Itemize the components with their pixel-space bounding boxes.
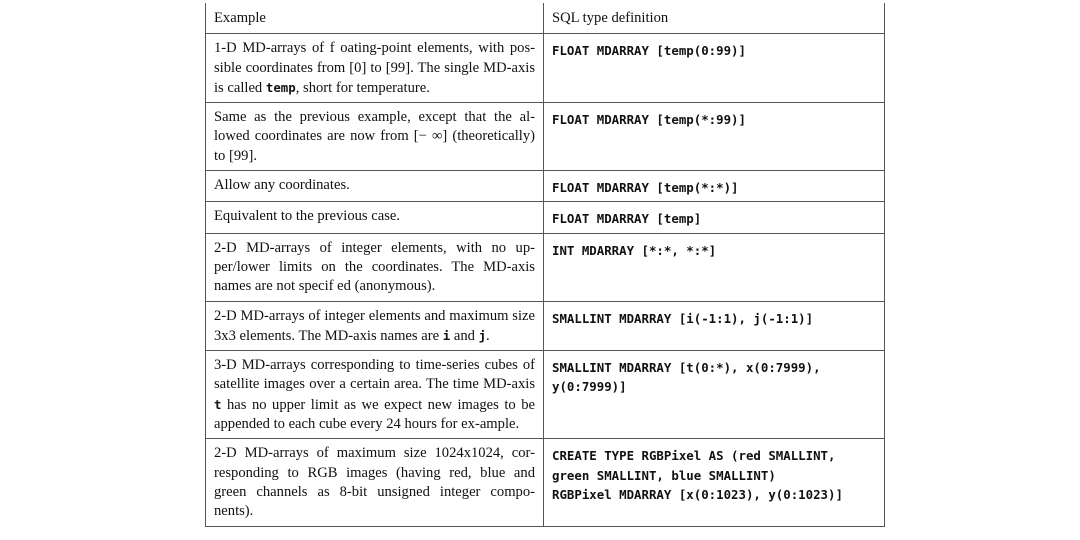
example-text: and [450, 327, 479, 344]
table-row [206, 233, 885, 301]
table-row [206, 34, 885, 103]
sql-line: y(0:7999)] [552, 379, 627, 395]
sql-cell [544, 171, 885, 202]
example-text: 2-D MD-arrays of integer elements and maximum size 3x3 elements. The MD-axis names are [214, 307, 535, 344]
sql-cell [544, 439, 885, 526]
example-text: , short for temperature. [295, 79, 430, 96]
table-row [206, 202, 885, 233]
inline-code: j [478, 327, 487, 343]
sql-cell [544, 351, 885, 439]
example-text: 3-D MD-arrays corresponding to time-series cubes of satellite images over a certain area. The time MD-axis [214, 357, 535, 393]
example-cell: Allow any coordinates. [206, 171, 544, 202]
example-text: . [486, 327, 490, 344]
example-cell [206, 301, 544, 351]
sql-line: FLOAT MDARRAY [temp(*:*)] [552, 180, 739, 196]
header-example: Example [206, 3, 544, 34]
example-text: has no upper limit as we expect new images to be appended to each cube every 24 hours for ex-ample. [214, 396, 535, 433]
header-sql: SQL type definition [544, 3, 885, 34]
sql-cell [544, 233, 885, 301]
example-cell: Equivalent to the previous case. [206, 202, 544, 233]
sql-line: CREATE TYPE RGBPixel AS (red SMALLINT, [552, 448, 836, 464]
sql-cell [544, 202, 885, 233]
sql-cell [544, 301, 885, 351]
example-cell: 2-D MD-arrays of integer elements, with no up-per/lower limits on the coordinates. The MD-axis names are not specif ed (anonymous). [206, 233, 544, 301]
md-array-examples-table [205, 3, 885, 527]
table-row [206, 439, 885, 526]
table-row [206, 351, 885, 439]
sql-cell [544, 103, 885, 171]
example-cell: Same as the previous example, except that the al-lowed coordinates are now from [− ∞] (theoretically) to [99]. [206, 103, 544, 171]
example-cell [206, 34, 544, 103]
sql-line: FLOAT MDARRAY [temp(*:99)] [552, 112, 746, 128]
sql-cell [544, 34, 885, 103]
sql-line: green SMALLINT, blue SMALLINT) [552, 467, 776, 483]
table-row [206, 103, 885, 171]
sql-line: RGBPixel MDARRAY [x(0:1023), y(0:1023)] [552, 486, 843, 502]
example-cell [206, 351, 544, 439]
sql-line: SMALLINT MDARRAY [i(-1:1), j(-1:1)] [552, 310, 814, 326]
sql-line: FLOAT MDARRAY [temp(0:99)] [552, 43, 746, 59]
sql-line: FLOAT MDARRAY [temp] [552, 211, 702, 227]
example-text: 1-D MD-arrays of f oating-point elements, with pos-sible coordinates from [0] to [99]. The single MD-axis is called [214, 40, 535, 96]
inline-code: t [214, 396, 222, 412]
table-row [206, 301, 885, 351]
table-row [206, 171, 885, 202]
example-cell: 2-D MD-arrays of maximum size 1024x1024, cor-responding to RGB images (having red, blue and green channels as 8-bit unsigned integer compo-nents). [206, 439, 544, 526]
header-row [206, 3, 885, 34]
sql-line: SMALLINT MDARRAY [t(0:*), x(0:7999), [552, 360, 821, 376]
inline-code: temp [265, 79, 296, 95]
inline-code: i [442, 327, 451, 343]
sql-line: INT MDARRAY [*:*, *:*] [552, 242, 717, 258]
